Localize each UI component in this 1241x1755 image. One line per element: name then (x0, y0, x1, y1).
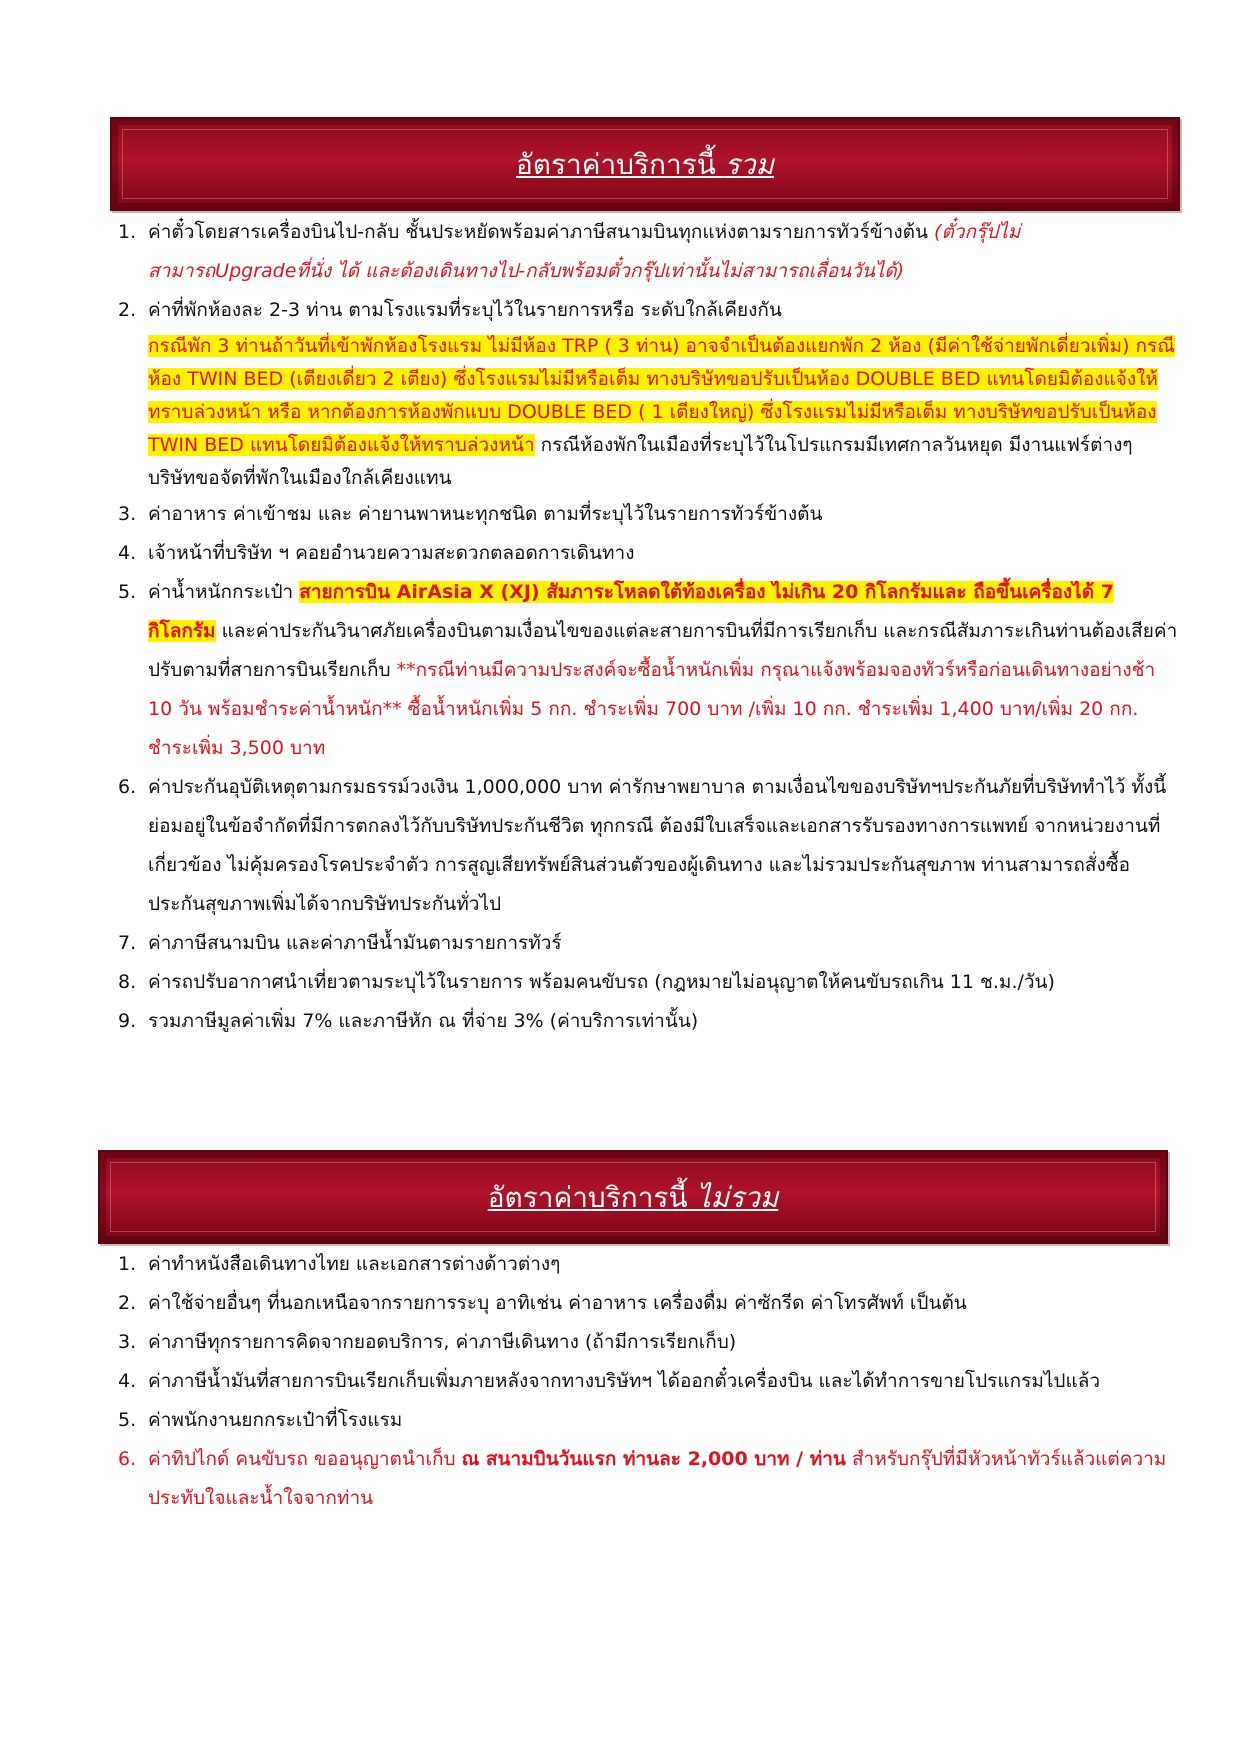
exclude-header-title: อัตราค่าบริการนี้ ไม่รวม (487, 1181, 779, 1214)
list-item (118, 291, 1180, 495)
list-item (118, 924, 1180, 963)
item-number: 4. (118, 1370, 137, 1392)
item-middle: และค่าประกันวินาศภัยเครื่องบินตามเงื่อนไขของแต่ละสายการบินที่มีการเรียกเก็บ และกรณีสัมภาระเกินท่านต้องเสียค่าปรับตามที่สายการบินเรียกเก็บ (148, 620, 1178, 681)
item-text: ค่าพนักงานยกกระเป๋าที่โรงแรม (148, 1409, 403, 1431)
item-number: 6. (118, 1448, 137, 1470)
item-number: 1. (118, 1253, 137, 1275)
item-text: ค่าอาหาร ค่าเข้าชม และ ค่ายานพาหนะทุกชนิด ตามที่ระบุไว้ในรายการทัวร์ข้างต้น (148, 503, 823, 525)
item-number: 1. (118, 221, 137, 243)
item-text: ค่ารถปรับอากาศนำเที่ยวตามระบุไว้ในรายการ พร้อมคนขับรถ (กฎหมายไม่อนุญาตให้คนขับรถเกิน 11 ช.ม./วัน) (148, 971, 1055, 993)
item-text: ค่าตั๋วโดยสารเครื่องบินไป-กลับ ชั้นประหยัดพร้อมค่าภาษีสนามบินทุกแห่งตามรายการทัวร์ข้างต้น (148, 221, 928, 243)
item-note: (ตั๋วกรุ๊ปไม่สามารถUpgradeที่นั่ง ได้ และต้องเดินทางไป-กลับพร้อมตั๋วกรุ๊ปเท่านั้นไม่สามารถเลื่อนวันได้) (148, 221, 1021, 282)
item-number: 2. (118, 299, 137, 321)
item-number: 7. (118, 932, 137, 954)
list-item (118, 495, 1180, 534)
list-item (118, 573, 1180, 768)
item-number: 5. (118, 581, 137, 603)
item-text: ค่าทำหนังสือเดินทางไทย และเอกสารต่างด้าวต่างๆ (148, 1253, 561, 1275)
exclude-header-banner (98, 1150, 1168, 1244)
list-item (118, 1362, 1180, 1401)
list-item (118, 1284, 1180, 1323)
list-item (118, 213, 1180, 291)
list-item (118, 1002, 1180, 1041)
list-item (118, 963, 1180, 1002)
include-list (118, 213, 1180, 1041)
item-text: เจ้าหน้าที่บริษัท ฯ คอยอำนวยความสะดวกตลอดการเดินทาง (148, 542, 635, 564)
item-text: รวมภาษีมูลค่าเพิ่ม 7% และภาษีหัก ณ ที่จ่าย 3% (ค่าบริการเท่านั้น) (148, 1010, 699, 1032)
item-number: 9. (118, 1010, 137, 1032)
list-item (118, 534, 1180, 573)
item-number: 3. (118, 503, 137, 525)
item-red-note: **กรณีท่านมีความประสงค์จะซื้อน้ำหนักเพิ่ม กรุณาแจ้งพร้อมจองทัวร์หรือก่อนเดินทางอย่างช้า 10 วัน พร้อมชำระค่าน้ำหนัก** ซื้อน้ำหนักเพิ่ม 5 กก. ชำระเพิ่ม 700 บาท /เพิ่ม 10 กก. ชำระเพิ่ม 1,400 บาท/เพิ่ม 20 กก. ชำระเพิ่ม 3,500 บาท (148, 659, 1156, 759)
include-header-title: อัตราค่าบริการนี้ รวม (515, 148, 774, 181)
list-item (118, 1323, 1180, 1362)
item-highlight: สายการบิน AirAsia X (XJ) สัมภาระโหลดใต้ท้องเครื่อง ไม่เกิน 20 กิโลกรัมและ ถือขึ้นเครื่องได้ 7 กิโลกรัม (148, 581, 1114, 642)
item-text: ค่าภาษีน้ำมันที่สายการบินเรียกเก็บเพิ่มภายหลังจากทางบริษัทฯ ได้ออกตั๋วเครื่องบิน และได้ทำการขายโปรแกรมไปแล้ว (148, 1370, 1101, 1392)
item-text: ค่าน้ำหนักกระเป๋า (148, 581, 300, 603)
item-text: ค่าภาษีทุกรายการคิดจากยอดบริการ, ค่าภาษีเดินทาง (ถ้ามีการเรียกเก็บ) (148, 1331, 737, 1353)
item-number: 2. (118, 1292, 137, 1314)
item-text: ค่าภาษีสนามบิน และค่าภาษีน้ำมันตามรายการทัวร์ (148, 932, 562, 954)
item-bold: ณ สนามบินวันแรก ท่านละ 2,000 บาท / ท่าน (461, 1448, 846, 1470)
item-text: ค่าใช้จ่ายอื่นๆ ที่นอกเหนือจากรายการระบุ อาทิเช่น ค่าอาหาร เครื่องดื่ม ค่าซักรีด ค่าโทรศัพท์ เป็นต้น (148, 1292, 967, 1314)
exclude-list (118, 1245, 1180, 1518)
item-number: 3. (118, 1331, 137, 1353)
include-header-banner (110, 117, 1180, 211)
list-item (118, 1401, 1180, 1440)
item-number: 8. (118, 971, 137, 993)
item-number: 6. (118, 776, 137, 798)
item-highlight: กรณีพัก 3 ท่านถ้าวันที่เข้าพักห้องโรงแรม ไม่มีห้อง TRP ( 3 ท่าน) อาจจำเป็นต้องแยกพัก 2 ห้อง (มีค่าใช้จ่ายพักเดี่ยวเพิ่ม) กรณีห้อง TWIN BED (เตียงเดี่ยว 2 เตียง) ซึ่งโรงแรมไม่มีหรือเต็ม ทางบริษัทขอปรับเป็นห้อง DOUBLE BED แทนโดยมิต้องแจ้งให้ทราบล่วงหน้า หรือ หากต้องการห้องพักแบบ DOUBLE BED ( 1 เตียงใหญ่) ซึ่งโรงแรมไม่มีหรือเต็ม ทางบริษัทขอปรับเป็นห้อง TWIN BED แทนโดยมิต้องแจ้งให้ทราบล่วงหน้า (148, 335, 1175, 456)
item-tail: กรณีห้องพักในเมืองที่ระบุไว้ในโปรแกรมมีเทศกาลวันหยุด มีงานแฟร์ต่างๆ บริษัทขอจัดที่พักในเมืองใกล้เคียงแทน (148, 434, 1133, 489)
list-item (118, 1245, 1180, 1284)
item-tail: สำหรับกรุ๊ปที่มีหัวหน้าทัวร์แล้วแต่ความประทับใจและน้ำใจจากท่าน (148, 1448, 1167, 1509)
list-item (118, 768, 1180, 924)
item-text: ค่าประกันอุบัติเหตุตามกรมธรรม์วงเงิน 1,000,000 บาท ค่ารักษาพยาบาล ตามเงื่อนไขของบริษัทฯประกันภัยที่บริษัททำไว้ ทั้งนี้ย่อมอยู่ในข้อจำกัดที่มีการตกลงไว้กับบริษัทประกันชีวิต ทุกกรณี ต้องมีใบเสร็จและเอกสารรับรองทางการแพทย์ จากหน่วยงานที่เกี่ยวข้อง ไม่คุ้มครองโรคประจำตัว การสูญเสียทรัพย์สินส่วนตัวของผู้เดินทาง และไม่รวมประกันสุขภาพ ท่านสามารถสั่งซื้อประกันสุขภาพเพิ่มได้จากบริษัทประกันทั่วไป (148, 776, 1167, 915)
item-text: ค่าทิปไกด์ คนขับรถ ขออนุญาตนำเก็บ (148, 1448, 462, 1470)
list-item (118, 1440, 1180, 1518)
item-number: 5. (118, 1409, 137, 1431)
item-number: 4. (118, 542, 137, 564)
item-text: ค่าที่พักห้องละ 2-3 ท่าน ตามโรงแรมที่ระบุไว้ในรายการหรือ ระดับใกล้เคียงกัน (148, 299, 782, 321)
